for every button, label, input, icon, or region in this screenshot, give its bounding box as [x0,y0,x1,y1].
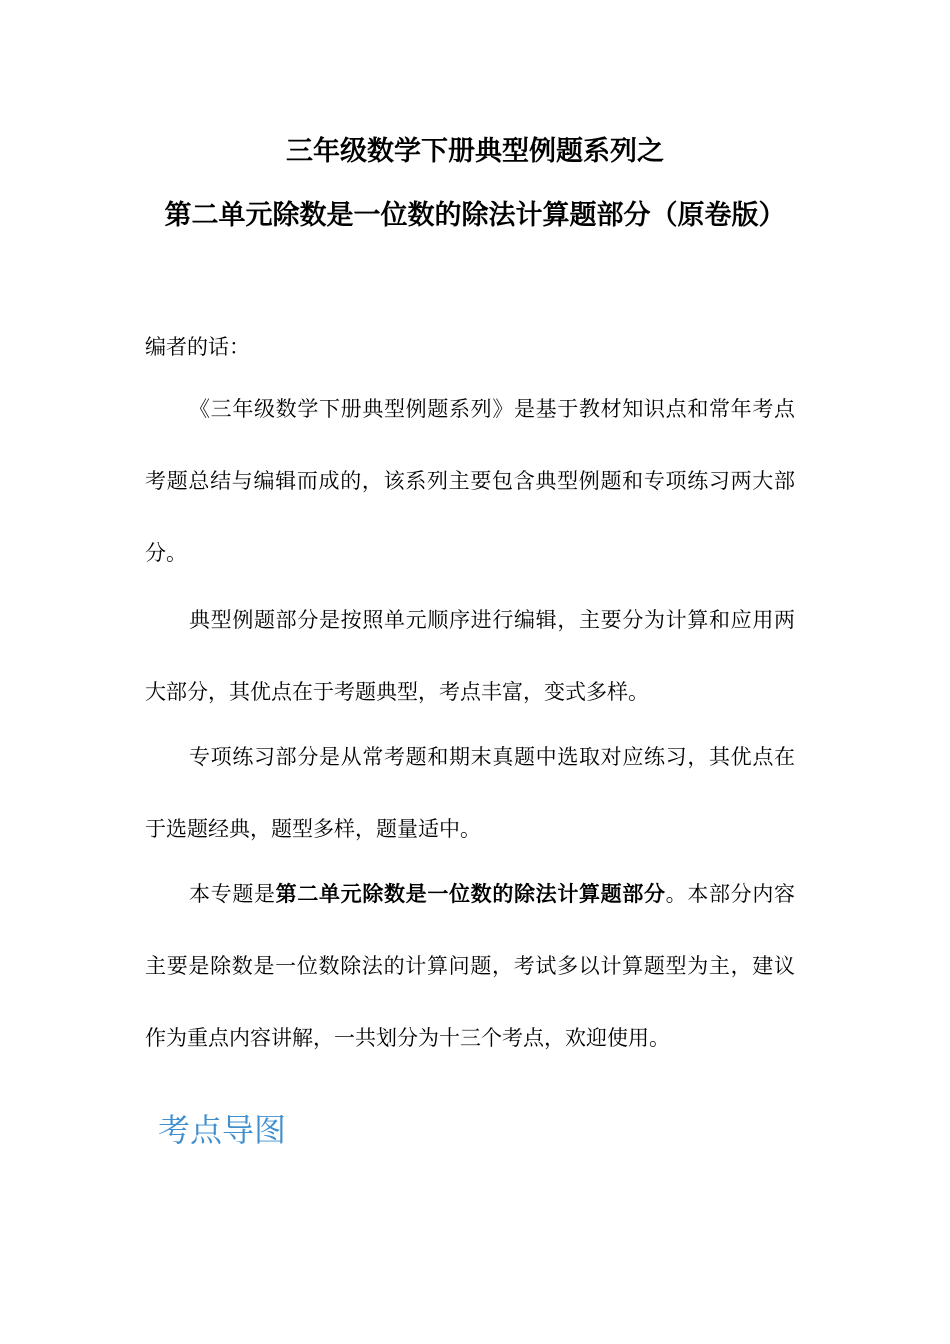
document-title: 三年级数学下册典型例题系列之 [286,136,664,167]
intro-paragraph-topic [145,858,795,1074]
document-subtitle: 第二单元除数是一位数的除法计算题部分（原卷版） [164,200,786,231]
editor-note-label: 编者的话： [145,335,250,359]
section-heading-mindmap: 考点导图 [158,1111,287,1149]
topic-description: 。本部分内容主要是除数是一位数除法的计算问题，考试多以计算题型为主，建议作为重点内容讲解，一共划分为十三个考点，欢迎使用。 [145,882,796,1050]
intro-paragraph-practice: 专项练习部分是从常考题和期末真题中选取对应练习，其优点在于选题经典，题型多样，题量适中。 [145,745,795,841]
topic-prefix: 本专题是 [189,882,276,906]
intro-paragraph-series: 《三年级数学下册典型例题系列》是基于教材知识点和常年考点考题总结与编辑而成的，该系列主要包含典型例题和专项练习两大部分。 [145,397,795,565]
topic-name: 第二单元除数是一位数的除法计算题部分 [275,882,666,906]
intro-paragraph-examples: 典型例题部分是按照单元顺序进行编辑，主要分为计算和应用两大部分，其优点在于考题典型，考点丰富，变式多样。 [145,608,795,704]
